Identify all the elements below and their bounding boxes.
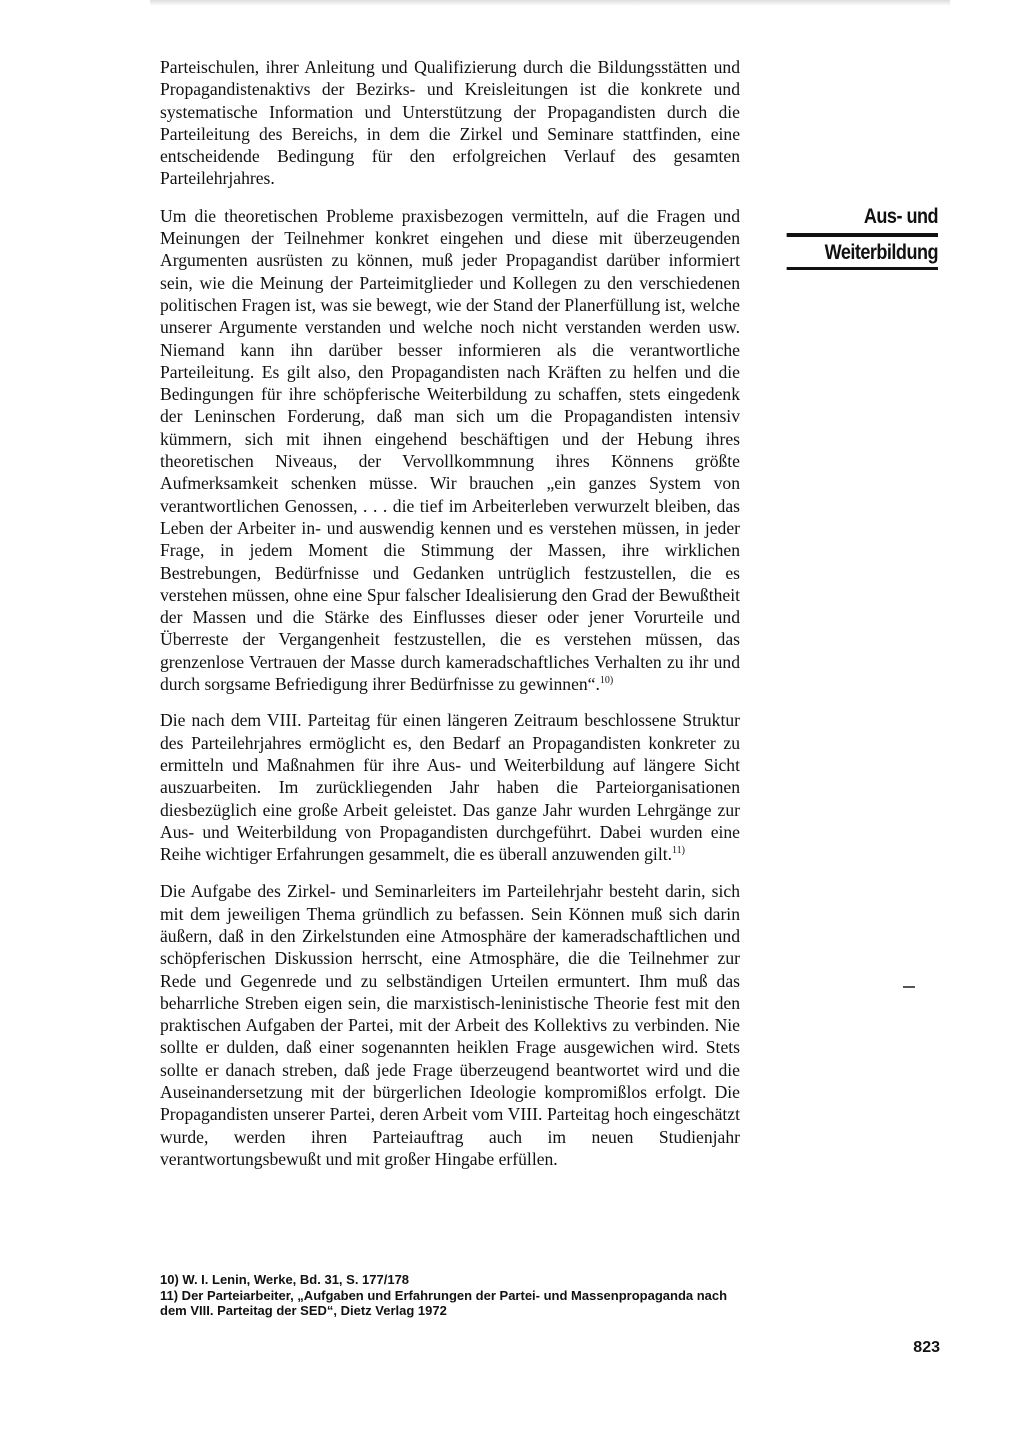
footnote-reference: 11) (672, 845, 685, 857)
body-text (160, 56, 740, 1185)
heading-underline (787, 267, 938, 270)
footnotes (160, 1272, 740, 1319)
margin-dash-mark (903, 986, 915, 988)
footnote-reference: 10) (599, 675, 614, 687)
margin-heading-line-2: Weiterbildung (824, 241, 938, 264)
margin-heading (787, 204, 938, 270)
margin-heading-line-1: Aus- und (863, 205, 938, 228)
paragraph (160, 56, 740, 190)
footnote: 10) W. I. Lenin, Werke, Bd. 31, S. 177/178 (160, 1272, 410, 1287)
paragraph (160, 205, 740, 696)
paragraph-text: Um die theoretischen Probleme praxisbezogen vermitteln, auf die Fragen und Meinungen der Teilnehmer konkret eingehen und diese mit überzeugenden Argumenten ausrüsten zu können, muß jeder Propagandist darüber informiert sein, wie die Meinung der Parteimitglieder und Kollegen zu den verschiedenen politischen Fragen ist, was sie bewegt, wie der Stand der Planerfüllung ist, welche unserer Argumente verstanden und welche noch nicht verstanden werden usw. Niemand kann ihn darüber besser informieren als die verantwortliche Parteileitung. Es gilt also, den Propagandisten nach Kräften zu helfen und die Bedingungen für ihre schöpferische Weiterbildung zu schaffen, stets eingedenk der Leninschen Forderung, daß man sich um die Propagandisten intensiv kümmern, sich mit ihnen eingehend beschäftigen und der Hebung ihres theoretischen Niveaus, der Vervollkommnung ihres Könnens größte Aufmerksamkeit schenken müsse. Wir brauchen „ein ganzes System von verantwortlichen Genossen, . . . die tief im Arbeiterleben verwurzelt bleiben, das Leben der Arbeiter in- und auswendig kennen und es verstehen müssen, in jeder Frage, in jedem Moment die Stimmung der Massen, ihre wirklichen Bestrebungen, Bedürfnisse und Gedanken untrüglich festzustellen, die es verstehen müssen, ohne eine Spur falscher Idealisierung den Grad der Bewußtheit der Massen und die Stärke des Einflusses dieser oder jener Vorurteile und Überreste der Vergangenheit festzustellen, die es verstehen müssen, das grenzenlose Vertrauen der Masse durch kameradschaftliches Verhalten zu ihr und durch sorgsame Befriedigung ihrer Bedürfnisse zu gewinnen“. (160, 205, 740, 695)
paragraph-text: Parteischulen, ihrer Anleitung und Qualifizierung durch die Bildungsstätten und Propagandistenaktivs der Bezirks- und Kreisleitungen ist die konkrete und systematische Information und Unterstützung der Propagandisten durch die Parteileitung des Bereichs, in dem die Zirkel und Seminare stattfinden, eine entscheidende Bedingung für den erfolgreichen Verlauf des gesamten Parteilehrjahres. (160, 57, 740, 189)
paragraph-text: Die nach dem VIII. Parteitag für einen längeren Zeitraum beschlossene Struktur des Parteilehrjahres ermöglicht es, den Bedarf an Propagandisten konkreter zu ermitteln und Maßnahmen für ihre Aus- und Weiterbildung auf längere Sicht auszuarbeiten. Im zurückliegenden Jahr haben die Parteiorganisationen diesbezüglich eine große Arbeit geleistet. Das ganze Jahr wurden Lehrgänge zur Aus- und Weiterbildung von Propagandisten durchgeführt. Dabei wurden eine Reihe wichtiger Erfahrungen gesammelt, die es überall anzuwenden gilt. (160, 710, 740, 865)
paragraph-text: Die Aufgabe des Zirkel- und Seminarleiters im Parteilehrjahr besteht darin, sich mit dem jeweiligen Thema gründlich zu befassen. Sein Können muß sich darin äußern, daß in den Zirkelstunden eine Atmosphäre der kameradschaftlichen und schöpferischen Diskussion herrscht, eine Atmosphäre, die die Teilnehmer zur Rede und Gegenrede und zu selbständigen Urteilen ermuntert. Ihm muß das beharrliche Streben eigen sein, die marxistisch-leninistische Theorie fest mit den praktischen Aufgaben der Partei, mit der Arbeit des Kollektivs zu verbinden. Nie sollte er dulden, daß einer sogenannten heiklen Frage ausgewichen wird. Stets sollte er danach streben, daß jede Frage überzeugend beantwortet wird und die Auseinandersetzung mit der bürgerlichen Ideologie kompromißlos erfolgt. Die Propagandisten unserer Partei, deren Arbeit vom VIII. Parteitag hoch eingeschätzt wurde, werden ihren Parteiauftrag auch im neuen Studienjahr verantwortungsbewußt und mit großer Hingabe erfüllen. (160, 881, 740, 1169)
page-number: 823 (913, 1339, 940, 1356)
scan-edge-shadow (150, 0, 950, 6)
paragraph (160, 709, 740, 865)
paragraph (160, 880, 740, 1170)
footnote: 11) Der Parteiarbeiter, „Aufgaben und Erfahrungen der Partei- und Massenpropaganda nach dem VIII. Parteitag der SED“, Dietz Verlag 1972 (160, 1287, 728, 1318)
